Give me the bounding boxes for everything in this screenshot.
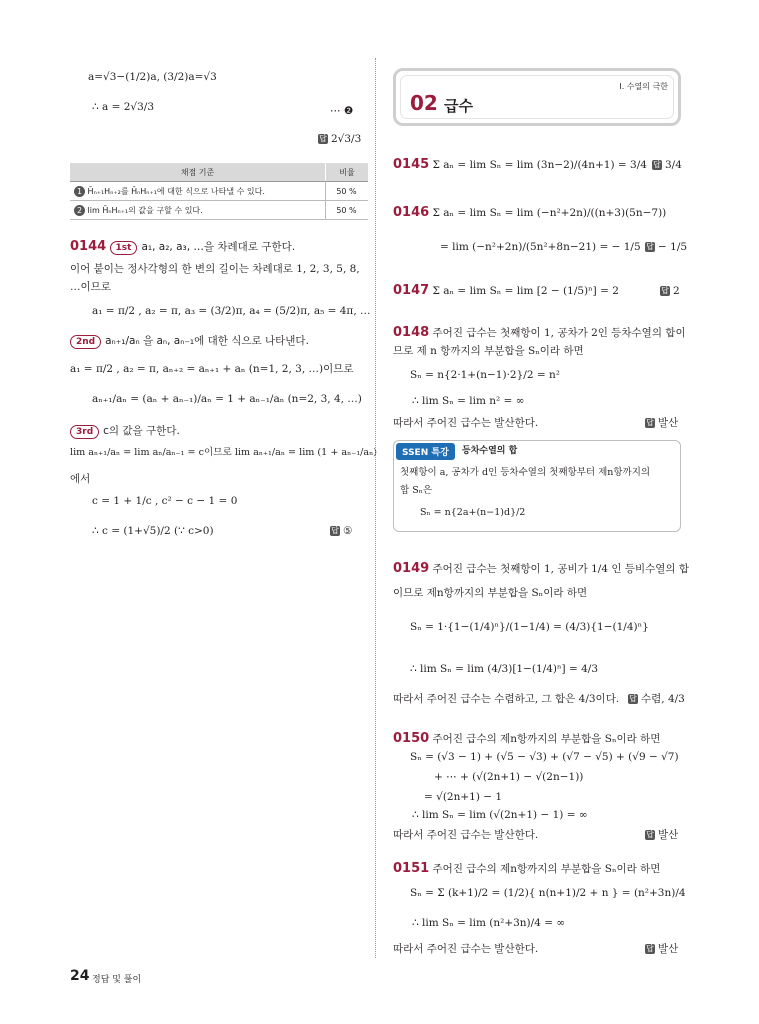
answer-icon: 답	[653, 160, 661, 169]
text-line: …이므로	[70, 281, 111, 293]
answer-icon: 답	[661, 286, 669, 295]
math-line: = lim (−n²+2n)/(5n²+8n−21) = − 1/5	[440, 241, 641, 253]
table-header-criteria: 채점 기준	[70, 163, 326, 182]
answer: 답 발산	[646, 943, 679, 955]
math-line: ∴ lim Sₙ = lim (n²+3n)/4 = ∞	[412, 917, 566, 929]
math-line: Sₙ = 1·{1−(1/4)ⁿ}/(1−1/4) = (4/3){1−(1/4)ⁿ}	[410, 621, 649, 633]
math-line: ∴ lim Sₙ = lim (4/3)[1−(1/4)ⁿ] = 4/3	[410, 663, 599, 675]
problem-0144	[70, 240, 295, 255]
circle-number-icon: 2	[74, 205, 85, 216]
problem-0149	[393, 562, 689, 576]
problem-number: 0148	[393, 325, 430, 340]
column-divider	[375, 58, 377, 958]
table-cell: H̄ₙ₊₁Hₙ₊₂를 H̄ₙHₙ₊₁에 대한 식으로 나타낼 수 있다.	[87, 186, 265, 196]
problem-0146	[393, 206, 666, 220]
problem-0150	[393, 732, 660, 746]
table-row	[70, 182, 368, 201]
problem-number: 0145	[393, 157, 430, 172]
circle-number-icon: 1	[74, 186, 85, 197]
step-text: a₁, a₂, a₃, …을 차례대로 구한다.	[141, 241, 296, 253]
math-line: ∴ lim Sₙ = lim (√(2n+1) − 1) = ∞	[412, 809, 588, 821]
math-line: lim aₙ₊₁/aₙ = lim aₙ/aₙ₋₁ = c이므로 lim aₙ₊₁/aₙ = lim (1 + aₙ₋₁/aₙ)	[70, 447, 378, 458]
table-cell: lim H̄ₙHₙ₊₁의 값을 구할 수 있다.	[87, 205, 203, 215]
section-number: 02	[410, 91, 438, 115]
step-badge: 1st	[110, 241, 138, 255]
problem-0145	[393, 158, 647, 172]
text-line: 따라서 주어진 급수는 발산한다.	[393, 829, 539, 841]
text-line: 주어진 급수는 첫째항이 1, 공비가 1/4 인 등비수열의 합	[432, 563, 690, 575]
problem-number: 0151	[393, 861, 430, 876]
table-cell: 50 %	[326, 201, 369, 220]
math-line: Sₙ = n{2·1+(n−1)·2}/2 = n²	[410, 369, 560, 381]
math-line: Sₙ = n{2a+(n−1)d}/2	[420, 507, 526, 518]
table-row	[70, 201, 368, 220]
problem-0151	[393, 862, 660, 876]
text-line: 따라서 주어진 급수는 발산한다.	[393, 943, 539, 955]
math-line: c = 1 + 1/c , c² − c − 1 = 0	[92, 495, 238, 507]
section-title: 급수	[444, 97, 473, 115]
problem-0147	[393, 284, 619, 298]
math-line: ∴ a = 2√3/3	[92, 101, 155, 113]
step-text: c의 값을 구한다.	[103, 425, 180, 437]
answer-icon: 답	[629, 694, 637, 703]
text-line: 이므로 제n항까지의 부분합을 Sₙ이라 하면	[393, 587, 588, 599]
answer-icon: 답	[319, 134, 327, 143]
table-header-ratio: 비율	[326, 163, 369, 182]
tip-title: 등차수열의 합	[462, 446, 518, 456]
equation-tag: ⋯ ❷	[330, 105, 354, 117]
math-line: a₁ = π/2 , a₂ = π, aₙ₊₂ = aₙ₊₁ + aₙ (n=1, 2, 3, …)이므로	[70, 363, 354, 375]
scoring-table	[70, 163, 368, 220]
answer: 답 ⑤	[331, 525, 353, 537]
text-line: 주어진 급수의 제n항까지의 부분합을 Sₙ이라 하면	[432, 863, 661, 875]
text-line: 이어 붙이는 정사각형의 한 변의 길이는 차례대로 1, 2, 3, 5, 8,	[70, 263, 360, 275]
math-line: = √(2n+1) − 1	[424, 791, 503, 803]
answer-icon: 답	[646, 944, 654, 953]
answer-icon: 답	[331, 526, 339, 535]
math-line: Σ aₙ = lim Sₙ = lim (3n−2)/(4n+1) = 3/4	[432, 159, 647, 171]
page-number: 24	[70, 968, 90, 984]
step-text: aₙ₊₁/aₙ 을 aₙ, aₙ₋₁에 대한 식으로 나타낸다.	[105, 335, 309, 347]
answer-icon: 답	[646, 830, 654, 839]
math-line: ∴ lim Sₙ = lim n² = ∞	[412, 395, 525, 407]
math-line: Sₙ = (√3 − 1) + (√5 − √3) + (√7 − √5) + (√9 − √7)	[410, 751, 679, 763]
math-line: Sₙ = Σ (k+1)/2 = (1/2){ n(n+1)/2 + n } = (n²+3n)/4	[410, 887, 686, 899]
text-line: 첫째항이 a, 공차가 d인 등차수열의 첫째항부터 제n항까지의	[400, 467, 651, 478]
text-line: 에서	[70, 473, 91, 485]
step-badge: 3rd	[70, 425, 99, 439]
answer: 답 − 1/5	[646, 241, 688, 253]
math-line: Σ aₙ = lim Sₙ = lim [2 − (1/5)ⁿ] = 2	[432, 285, 619, 297]
problem-number: 0146	[393, 205, 430, 220]
problem-number: 0149	[393, 561, 430, 576]
answer: 답 3/4	[653, 159, 682, 171]
problem-0148	[393, 326, 686, 340]
text-line: 므로 제 n 항까지의 부분합을 Sₙ이라 하면	[393, 345, 584, 357]
math-line: Σ aₙ = lim Sₙ = lim (−n²+2n)/((n+3)(5n−7))	[432, 207, 667, 219]
footer-text: 정답 및 풀이	[92, 975, 142, 985]
math-line: a₁ = π/2 , a₂ = π, a₃ = (3/2)π, a₄ = (5/2)π, a₅ = 4π, …	[92, 305, 371, 317]
text-line: 따라서 주어진 급수는 수렴하고, 그 합은 4/3이다.	[393, 693, 620, 705]
answer-icon: 답	[646, 242, 654, 251]
problem-number: 0150	[393, 731, 430, 746]
text-line: 합 Sₙ은	[400, 485, 432, 496]
answer: 답 발산	[646, 829, 679, 841]
answer: 답 수렴, 4/3	[629, 693, 685, 705]
answer-icon: 답	[646, 418, 654, 427]
answer: 답 2	[661, 285, 680, 297]
step-badge: 2nd	[70, 335, 101, 349]
math-line: a=√3−(1/2)a, (3/2)a=√3	[88, 71, 217, 83]
answer: 답 2√3/3	[319, 133, 362, 145]
text-line: 따라서 주어진 급수는 발산한다.	[393, 417, 539, 429]
table-cell: 50 %	[326, 182, 369, 201]
text-line: 주어진 급수는 첫째항이 1, 공차가 2인 등차수열의 합이	[432, 327, 686, 339]
text-line: 주어진 급수의 제n항까지의 부분합을 Sₙ이라 하면	[432, 733, 661, 745]
math-line: ∴ c = (1+√5)/2 (∵ c>0)	[92, 525, 214, 537]
answer: 답 발산	[646, 417, 679, 429]
math-line: + ⋯ + (√(2n+1) − √(2n−1))	[434, 771, 584, 783]
chapter-label: Ⅰ. 수열의 극한	[619, 82, 668, 91]
section-header	[393, 68, 681, 126]
problem-number: 0144	[70, 239, 107, 254]
problem-number: 0147	[393, 283, 430, 298]
math-line: aₙ₊₁/aₙ = (aₙ + aₙ₋₁)/aₙ = 1 + aₙ₋₁/aₙ (n=2, 3, 4, …)	[92, 393, 362, 405]
tip-tag: SSEN 특강	[396, 443, 455, 460]
